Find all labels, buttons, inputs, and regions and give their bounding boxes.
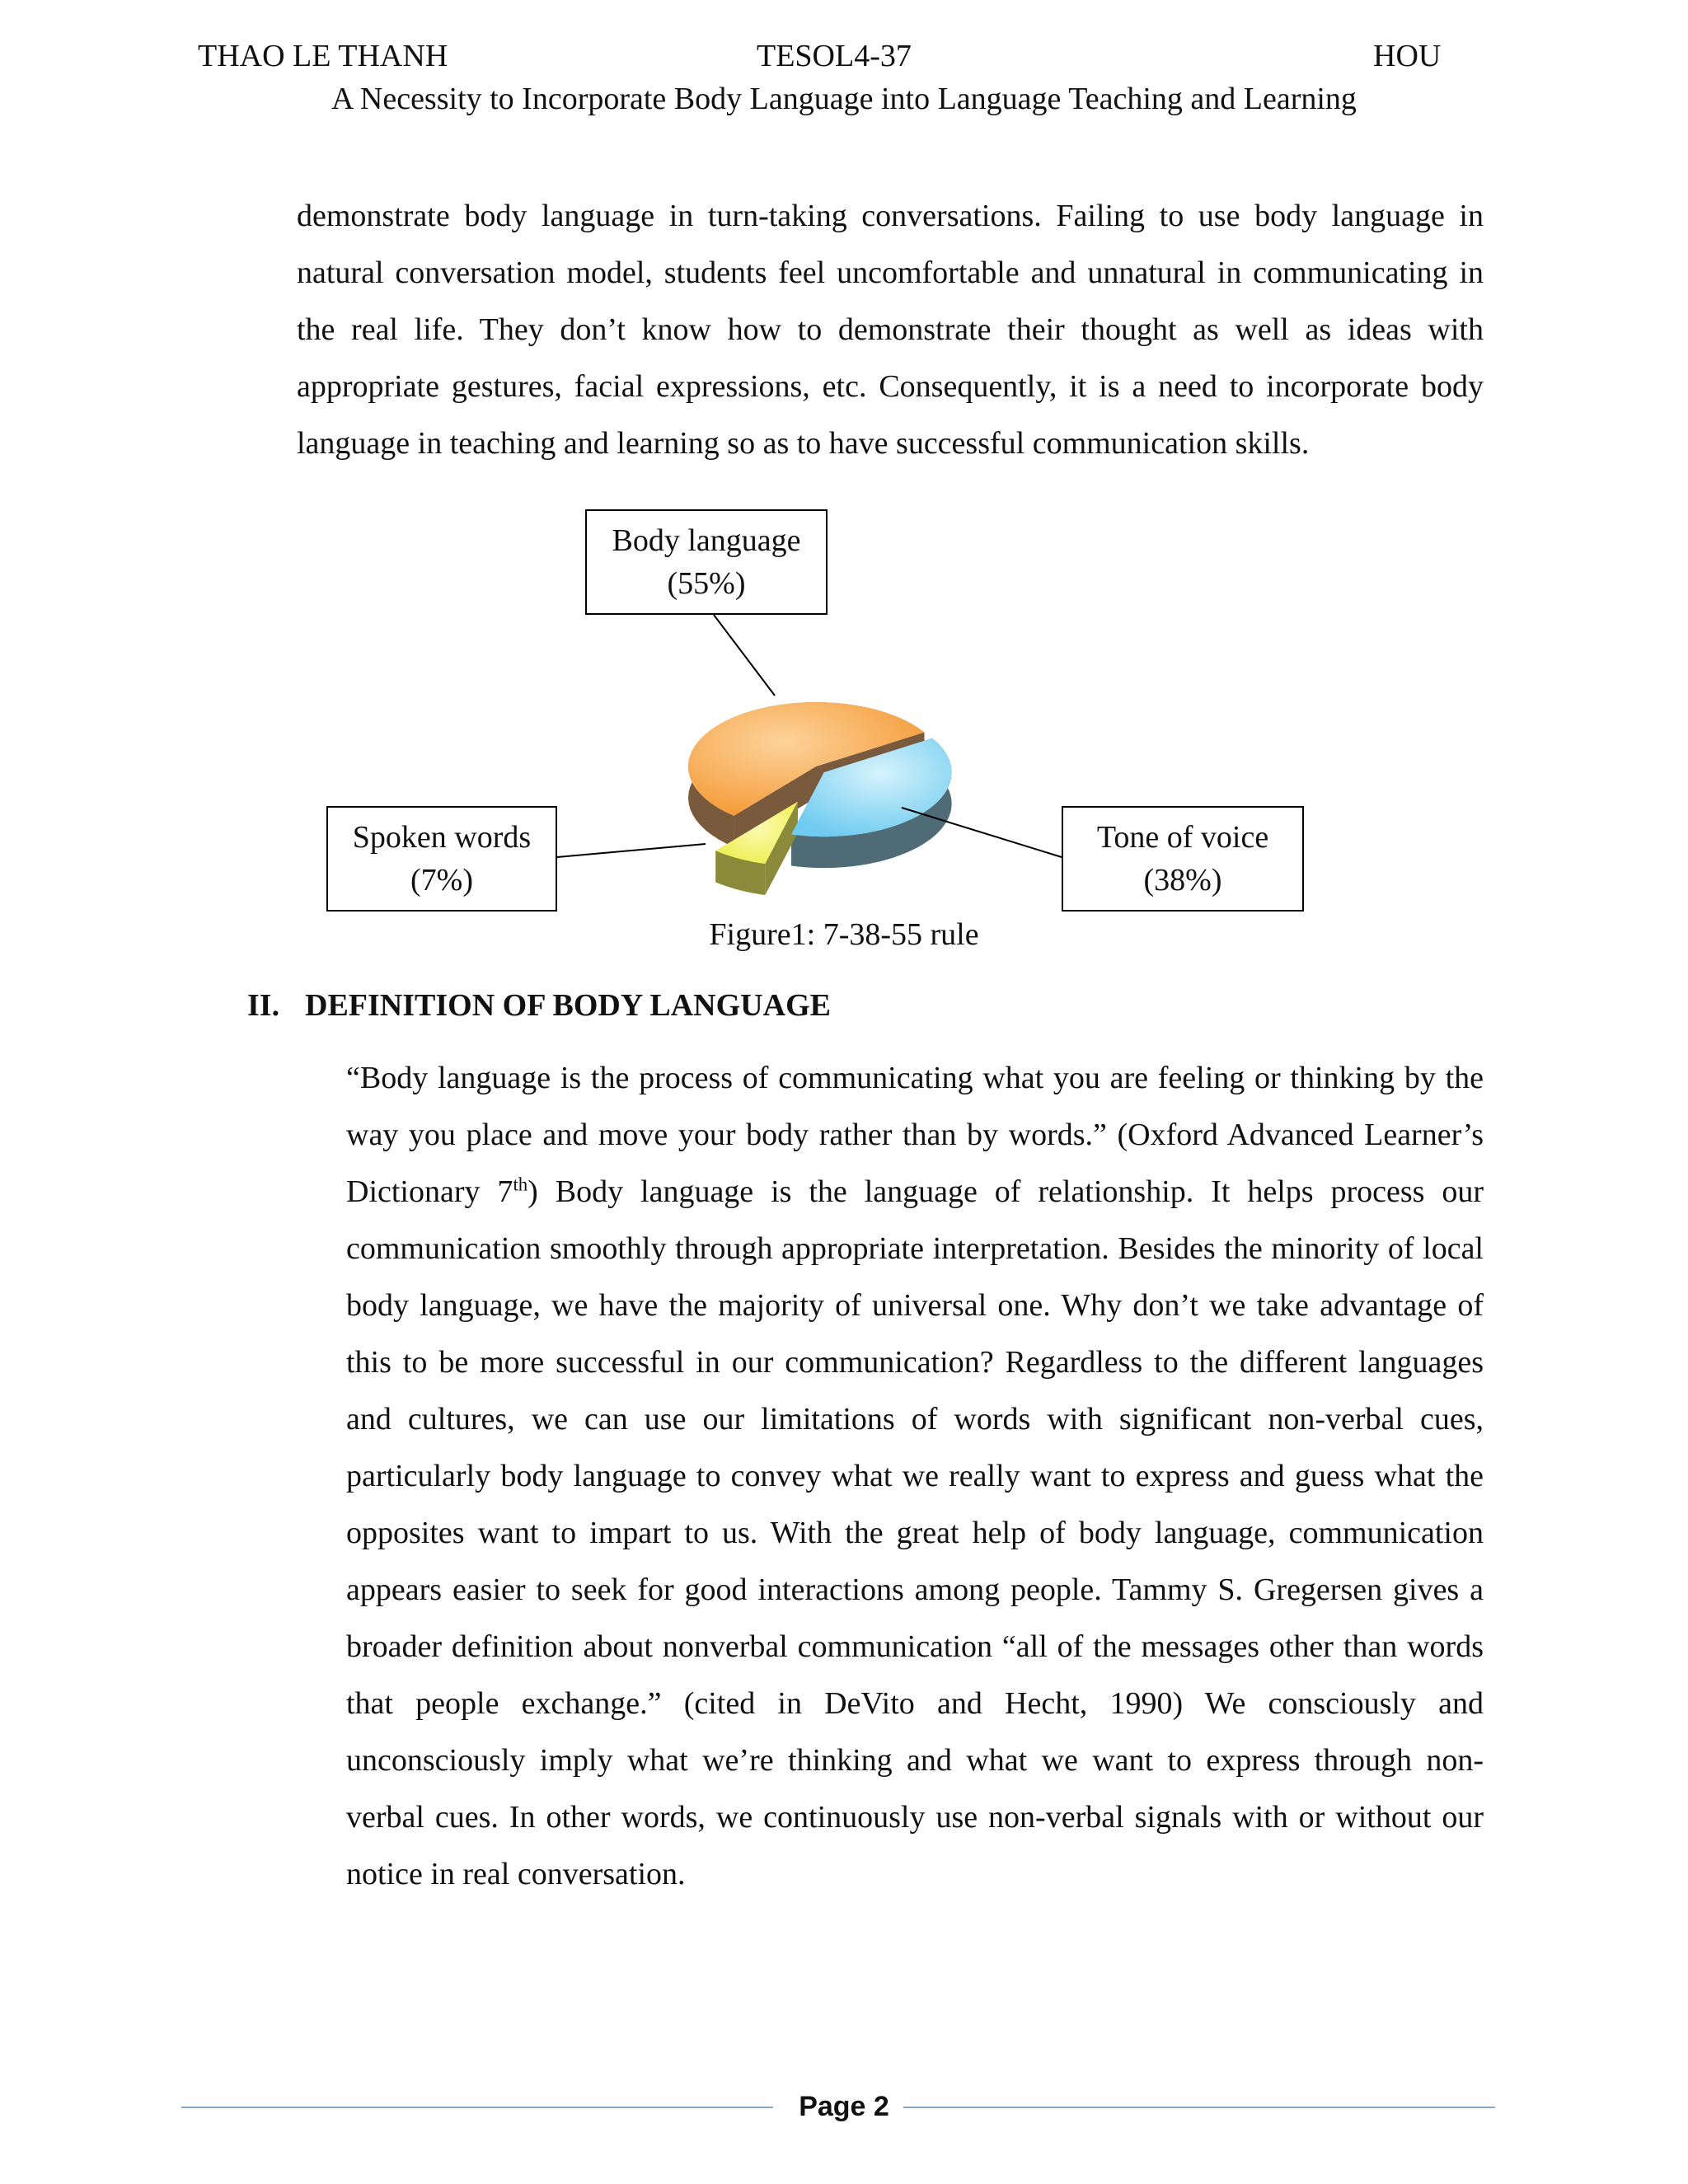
paragraph-definition-part2: ) Body language is the language of relationship. It helps process our communication smoothly through appropriate interpretation. Besides the minority of local body language, we have the majority of universal one. Why don’t we take advantage of this to be more successful in our communication? Regardless to the different languages and cultures, we can use our limitations of words with significant non-verbal cues, particularly body language to convey what we really want to express and guess what the opposites want to impart to us. With the great help of body language, communication appears easier to seek for good interactions among people. Tammy S. Gregersen gives a broader definition about nonverbal communication “all of the messages other than words that people exchange.” (cited in DeVito and Hecht, 1990) We consciously and unconsciously imply what we’re thinking and what we want to express through non-verbal cues. In other words, we continuously use non-verbal signals with or without our notice in real conversation.: [346, 1174, 1484, 1891]
label-tone-of-voice: [1062, 806, 1304, 912]
header-author: THAO LE THANH: [198, 39, 448, 73]
label-spoken-words: [326, 806, 557, 912]
section-title: DEFINITION OF BODY LANGUAGE: [305, 988, 831, 1023]
figure-pie-chart: [0, 494, 1688, 907]
label-tone-of-voice-pct: (38%): [1143, 863, 1222, 898]
paragraph-definition-part1: “Body language is the process of communicating what you are feeling or thinking by the way you place and move your body rather than by words.” (Oxford Advanced Learner’s Dictionary 7: [346, 1061, 1484, 1209]
header-institution: HOU: [1373, 39, 1442, 73]
paragraph-intro: demonstrate body language in turn-taking conversations. Failing to use body language in natural conversation model, students feel uncomfortable and unnatural in communicating in the real life. They don’t know how to demonstrate their thought as well as ideas with appropriate gestures, facial expressions, etc. Consequently, it is a need to incorporate body language in teaching and learning so as to have successful communication skills.: [297, 199, 1484, 461]
label-spoken-words-pct: (7%): [410, 863, 473, 898]
section-number: II.: [247, 988, 280, 1023]
page-number: Page 2: [799, 2091, 889, 2122]
leader-line-0: [714, 615, 775, 696]
pie-chart-svg: [0, 494, 1688, 907]
figure-caption: Figure1: 7-38-55 rule: [709, 917, 979, 952]
paragraph-definition: [346, 1050, 1484, 1903]
label-body-language-pct: (55%): [667, 566, 746, 601]
header-subtitle: A Necessity to Incorporate Body Language into Language Teaching and Learning: [331, 82, 1357, 116]
label-spoken-words-name: Spoken words: [352, 820, 532, 855]
leader-line-2: [557, 844, 706, 857]
label-tone-of-voice-name: Tone of voice: [1096, 820, 1269, 855]
label-body-language-name: Body language: [612, 523, 801, 558]
label-body-language: [585, 509, 828, 615]
superscript-th: th: [513, 1174, 528, 1195]
header-course: TESOL4-37: [757, 39, 912, 73]
